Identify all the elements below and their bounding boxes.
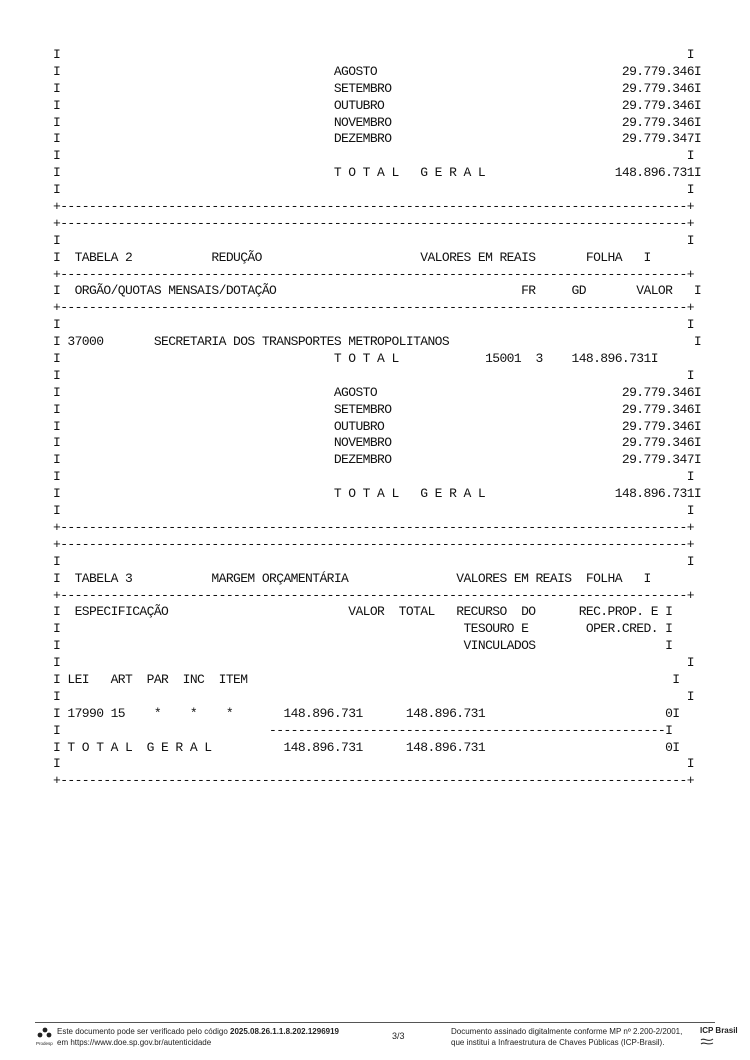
listing-line: I DEZEMBRO 29.779.347I (53, 452, 702, 468)
listing-line: I AGOSTO 29.779.346I (53, 384, 702, 400)
verification-text (57, 1026, 339, 1048)
listing-line: I I (53, 503, 694, 519)
listing-line: I I (53, 47, 694, 62)
listing-line: +---------------------------------------------------------------------------------------+ (53, 519, 694, 535)
listing-line: I TESOURO E OPER.CRED. I (53, 621, 673, 637)
listing-line: I 17990 15 * * * 148.896.731 148.896.731 0I (53, 705, 680, 721)
listing-line: I I (53, 148, 694, 164)
page-number: 3/3 (392, 1031, 405, 1041)
listing-line: +---------------------------------------------------------------------------------------+ (53, 300, 694, 316)
verify-code: 2025.08.26.1.1.8.202.1296919 (230, 1027, 339, 1036)
icp-text: ICP Brasil (700, 1026, 738, 1035)
listing-line: +---------------------------------------------------------------------------------------+ (53, 587, 694, 603)
listing-line: I TABELA 2 REDUÇÃO VALORES EM REAIS FOLHA I (53, 249, 651, 265)
listing-line: I AGOSTO 29.779.346I (53, 63, 702, 79)
listing-line: I I (53, 655, 694, 671)
listing-line: I I (53, 553, 694, 569)
listing-line: I ORGÃO/QUOTAS MENSAIS/DOTAÇÃO FR GD VALOR I (53, 283, 702, 299)
page-footer (0, 1020, 750, 1060)
listing-line: I ESPECIFICAÇÃO VALOR TOTAL RECURSO DO REC.PROP. E I (53, 604, 673, 620)
signature-line-1: Documento assinado digitalmente conforme MP nº 2.200-2/2001, (451, 1027, 683, 1036)
signature-line-2: que institui a Infraestrutura de Chaves Públicas (ICP-Brasil). (451, 1038, 665, 1047)
listing-line: I T O T A L 15001 3 148.896.731I (53, 351, 658, 367)
listing-line: I T O T A L G E R A L 148.896.731I (53, 486, 702, 502)
listing-line: I I (53, 182, 694, 198)
printout-listing (53, 47, 701, 790)
listing-line: I I (53, 756, 694, 772)
footer-rule (35, 1022, 715, 1023)
signature-notice (451, 1026, 682, 1048)
listing-line: I I (53, 688, 694, 704)
listing-line: I -------------------------------------------------------I (53, 722, 673, 738)
prodesp-logo-icon (36, 1026, 54, 1046)
listing-line: I I (53, 317, 694, 333)
listing-line: I LEI ART PAR INC ITEM I (53, 671, 680, 687)
listing-line: +---------------------------------------------------------------------------------------+ (53, 215, 694, 231)
listing-line: I I (53, 367, 694, 383)
listing-line: +---------------------------------------------------------------------------------------+ (53, 536, 694, 552)
listing-line: I OUTUBRO 29.779.346I (53, 97, 702, 113)
listing-line: I NOVEMBRO 29.779.346I (53, 114, 702, 130)
icp-brasil-logo-icon (699, 1025, 738, 1047)
listing-line: I T O T A L G E R A L 148.896.731 148.896.731 0I (53, 739, 680, 755)
listing-line: I SETEMBRO 29.779.346I (53, 401, 702, 417)
verify-prefix: Este documento pode ser verificado pelo código (57, 1027, 230, 1036)
listing-line: I 37000 SECRETARIA DOS TRANSPORTES METROPOLITANOS I (53, 334, 702, 350)
listing-line: I SETEMBRO 29.779.346I (53, 80, 702, 96)
listing-line: +---------------------------------------------------------------------------------------+ (53, 199, 694, 215)
listing-line: I OUTUBRO 29.779.346I (53, 418, 702, 434)
listing-line: +---------------------------------------------------------------------------------------+ (53, 266, 694, 282)
listing-line: I DEZEMBRO 29.779.347I (53, 131, 702, 147)
listing-line: I I (53, 232, 694, 248)
listing-line: I T O T A L G E R A L 148.896.731I (53, 165, 702, 181)
listing-line: I NOVEMBRO 29.779.346I (53, 435, 702, 451)
verify-url[interactable]: em https://www.doe.sp.gov.br/autenticidade (57, 1038, 212, 1047)
listing-line: +---------------------------------------------------------------------------------------+ (53, 773, 694, 789)
listing-line: I TABELA 3 MARGEM ORÇAMENTÁRIA VALORES EM REAIS FOLHA I (53, 570, 651, 586)
logo-text: Prodesp (36, 1041, 53, 1046)
listing-line: I VINCULADOS I (53, 638, 673, 654)
listing-line: I I (53, 469, 694, 485)
